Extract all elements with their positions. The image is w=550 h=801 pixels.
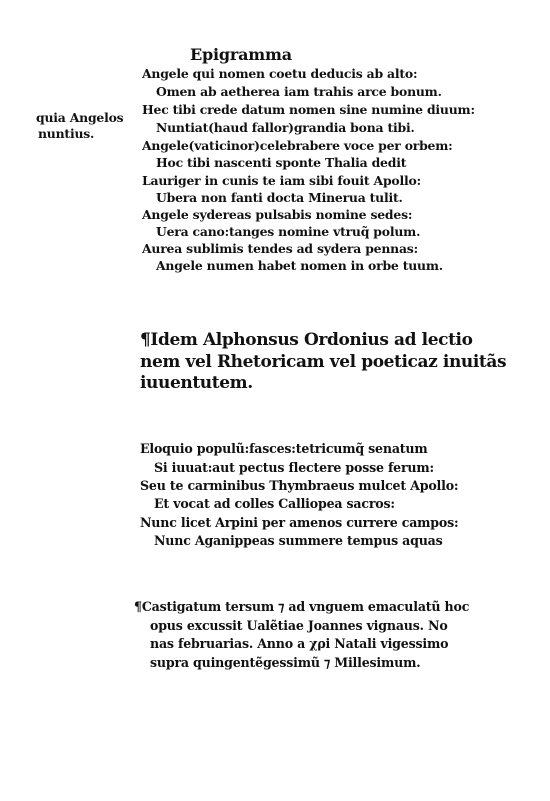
poem-line: Nunc Aganippeas summere tempus aquas [154, 533, 443, 548]
epigram-line: Angele numen habet nomen in orbe tuum. [156, 258, 443, 273]
heading-line: iuuentutem. [140, 373, 253, 393]
epigram-line: Aurea sublimis tendes ad sydera pennas: [142, 241, 418, 256]
heading-line: ¶Idem Alphonsus Ordonius ad lectio [140, 330, 473, 350]
poem-line: Et vocat ad colles Calliopea sacros: [154, 496, 395, 511]
poem-line: Si iuuat:aut pectus flectere posse ferum: [154, 460, 434, 475]
epigram-line: Nuntiat(haud fallor)grandia bona tibi. [156, 120, 415, 135]
epigram-line: Angele sydereas pulsabis nomine sedes: [142, 207, 413, 222]
colophon-line: opus excussit Ualẽtiae Joannes vignaus. No [150, 618, 448, 633]
margin-note-line-2: nuntius. [38, 126, 95, 141]
epigram-line: Hec tibi crede datum nomen sine numine diuum: [142, 102, 475, 117]
colophon-line: ¶Castigatum tersum ⁊ ad vnguem emaculatũ hoc [134, 599, 470, 614]
heading-line: nem vel Rhetoricam vel poeticaz inuitãs [140, 352, 507, 372]
epigram-line: Lauriger in cunis te iam sibi fouit Apollo: [142, 173, 421, 188]
colophon-line: nas februarias. Anno a χρi Natali vigessimo [150, 636, 449, 651]
poem-line: Nunc licet Arpini per amenos currere campos: [140, 515, 459, 530]
poem-line: Seu te carminibus Thymbraeus mulcet Apollo: [140, 478, 459, 493]
epigram-line: Angele qui nomen coetu deducis ab alto: [142, 66, 418, 81]
epigram-line: Omen ab aetherea iam trahis arce bonum. [156, 84, 442, 99]
epigram-line: Hoc tibi nascenti sponte Thalia dedit [156, 155, 407, 170]
margin-note-line-1: quia Angelos [36, 110, 124, 125]
epigram-line: Ubera non fanti docta Minerua tulit. [156, 190, 403, 205]
colophon-line: supra quingentẽgessimũ ⁊ Millesimum. [150, 655, 421, 670]
epigram-line: Uera cano:tanges nomine vtruq̃ polum. [156, 224, 421, 239]
poem-line: Eloquio populũ:fasces:tetricumq̃ senatum [140, 441, 428, 456]
epigram-line: Angele(vaticinor)celebrabere voce per orbem: [142, 138, 453, 153]
epigram-title: Epigramma [190, 45, 292, 64]
